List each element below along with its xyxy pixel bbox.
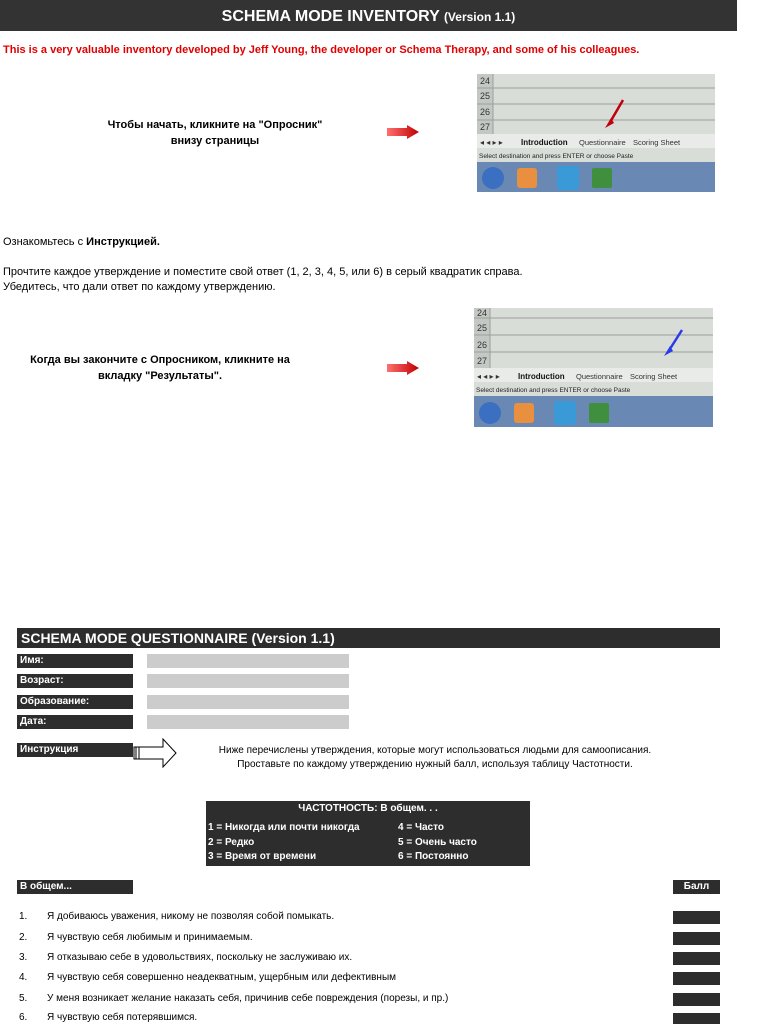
instructions-line3: Убедитесь, что дали ответ по каждому утверждению.: [3, 281, 276, 293]
row-number: 25: [480, 91, 491, 101]
item-number: 6.: [19, 1012, 28, 1023]
version-label: (Version 1.1): [443, 10, 516, 24]
score-input[interactable]: [673, 932, 720, 945]
item-number: 3.: [19, 952, 28, 963]
item-text: Я чувствую себя потерявшимся.: [47, 1012, 198, 1023]
row-number: 27: [477, 356, 488, 366]
date-field[interactable]: [147, 715, 349, 729]
name-field[interactable]: [147, 654, 349, 668]
instructions-intro: [3, 235, 763, 250]
item-text: У меня возникает желание наказать себя, причинив себе повреждения (порезы, и пр.): [47, 993, 449, 1004]
score-input[interactable]: [673, 993, 720, 1006]
step1-line1: Чтобы начать, кликните на "Опросник": [107, 119, 323, 131]
subtitle: This is a very valuable inventory developed by Jeff Young, the developer or Schema Therapy, and some of his colleagues.: [3, 44, 640, 56]
row-number: 26: [477, 340, 488, 350]
instructions-link-text: Инструкцией.: [86, 236, 160, 248]
row-number: 24: [480, 76, 491, 86]
excel-tabs-screenshot-1: [477, 74, 715, 192]
frequency-item: 4 = Часто: [398, 822, 444, 833]
tab-scoring-sheet: Scoring Sheet: [630, 372, 678, 381]
score-input[interactable]: [673, 1013, 720, 1024]
item-text: Я чувствую себя любимым и принимаемым.: [47, 932, 253, 943]
row-number: 25: [477, 323, 488, 333]
age-field[interactable]: [147, 674, 349, 688]
item-number: 1.: [19, 911, 28, 922]
date-label: Дата:: [17, 715, 133, 729]
questionnaire-title: SCHEMA MODE QUESTIONNAIRE (Version 1.1): [17, 628, 720, 648]
excel-tabs-screenshot-2: [474, 308, 713, 427]
frequency-table: [206, 801, 530, 866]
row-number: 27: [480, 122, 491, 132]
status-text: Select destination and press ENTER or choose Paste: [479, 153, 634, 160]
frequency-item: 1 = Никогда или почти никогда: [208, 822, 360, 833]
item-number: 2.: [19, 932, 28, 943]
item-text: Я добиваюсь уважения, никому не позволяя собой помыкать.: [47, 911, 335, 922]
step2-line1: Когда вы закончите с Опросником, кликните на: [30, 354, 290, 366]
name-label: Имя:: [17, 654, 133, 668]
instructions-line2: Прочтите каждое утверждение и поместите свой ответ (1, 2, 3, 4, 5, или 6) в серый квадратик справа.: [3, 266, 523, 278]
education-label: Образование:: [17, 695, 133, 709]
age-label: Возраст:: [17, 674, 133, 688]
instruction-text: [190, 744, 680, 772]
item-number: 5.: [19, 993, 28, 1004]
item-text: Я отказываю себе в удовольствиях, поскольку не заслуживаю их.: [47, 952, 353, 963]
frequency-title: ЧАСТОТНОСТЬ: В общем. . .: [298, 803, 438, 814]
score-input[interactable]: [673, 952, 720, 965]
frequency-item: 3 = Время от времени: [208, 851, 317, 862]
page-title-bar: [0, 0, 737, 31]
svg-text:◂ ◂ ▸ ▸: ◂ ◂ ▸ ▸: [477, 372, 500, 381]
item-text: Я чувствую себя совершенно неадекватным, ущербным или дефективным: [47, 972, 397, 983]
tab-questionnaire: Questionnaire: [579, 138, 626, 147]
step1-note: [60, 117, 370, 149]
instructions-prefix: Ознакомьтесь с: [3, 236, 84, 248]
tab-questionnaire: Questionnaire: [576, 372, 623, 381]
score-input[interactable]: [673, 972, 720, 985]
score-column-label: Балл: [673, 880, 720, 894]
page-title: SCHEMA MODE INVENTORY: [221, 8, 440, 25]
arrow-right-icon: [387, 125, 419, 139]
svg-text:◂ ◂ ▸ ▸: ◂ ◂ ▸ ▸: [480, 138, 503, 147]
row-number: 26: [480, 107, 491, 117]
tab-scoring-sheet: Scoring Sheet: [633, 138, 681, 147]
frequency-item: 6 = Постоянно: [398, 851, 469, 862]
instruction-label: Инструкция: [17, 743, 133, 757]
item-number: 4.: [19, 972, 28, 983]
frequency-item: 5 = Очень часто: [398, 837, 477, 848]
score-input[interactable]: [673, 911, 720, 924]
education-field[interactable]: [147, 695, 349, 709]
row-number: 24: [477, 308, 488, 318]
arrow-right-icon: [387, 361, 419, 375]
items-section-label: В общем...: [17, 880, 133, 894]
tab-introduction: Introduction: [518, 372, 565, 381]
frequency-item: 2 = Редко: [208, 837, 255, 848]
step1-line2: внизу страницы: [170, 135, 260, 147]
instruction-line1: Ниже перечислены утверждения, которые могут использоваться людьми для самоописания.: [218, 745, 652, 756]
step2-line2: вкладку "Результаты".: [97, 370, 223, 382]
instruction-line2: Проставьте по каждому утверждению нужный балл, используя таблицу Частотности.: [237, 759, 633, 770]
arrow-outline-icon: [133, 738, 177, 768]
step2-note: [10, 352, 310, 384]
status-text: Select destination and press ENTER or choose Paste: [476, 387, 631, 394]
tab-introduction: Introduction: [521, 138, 568, 147]
